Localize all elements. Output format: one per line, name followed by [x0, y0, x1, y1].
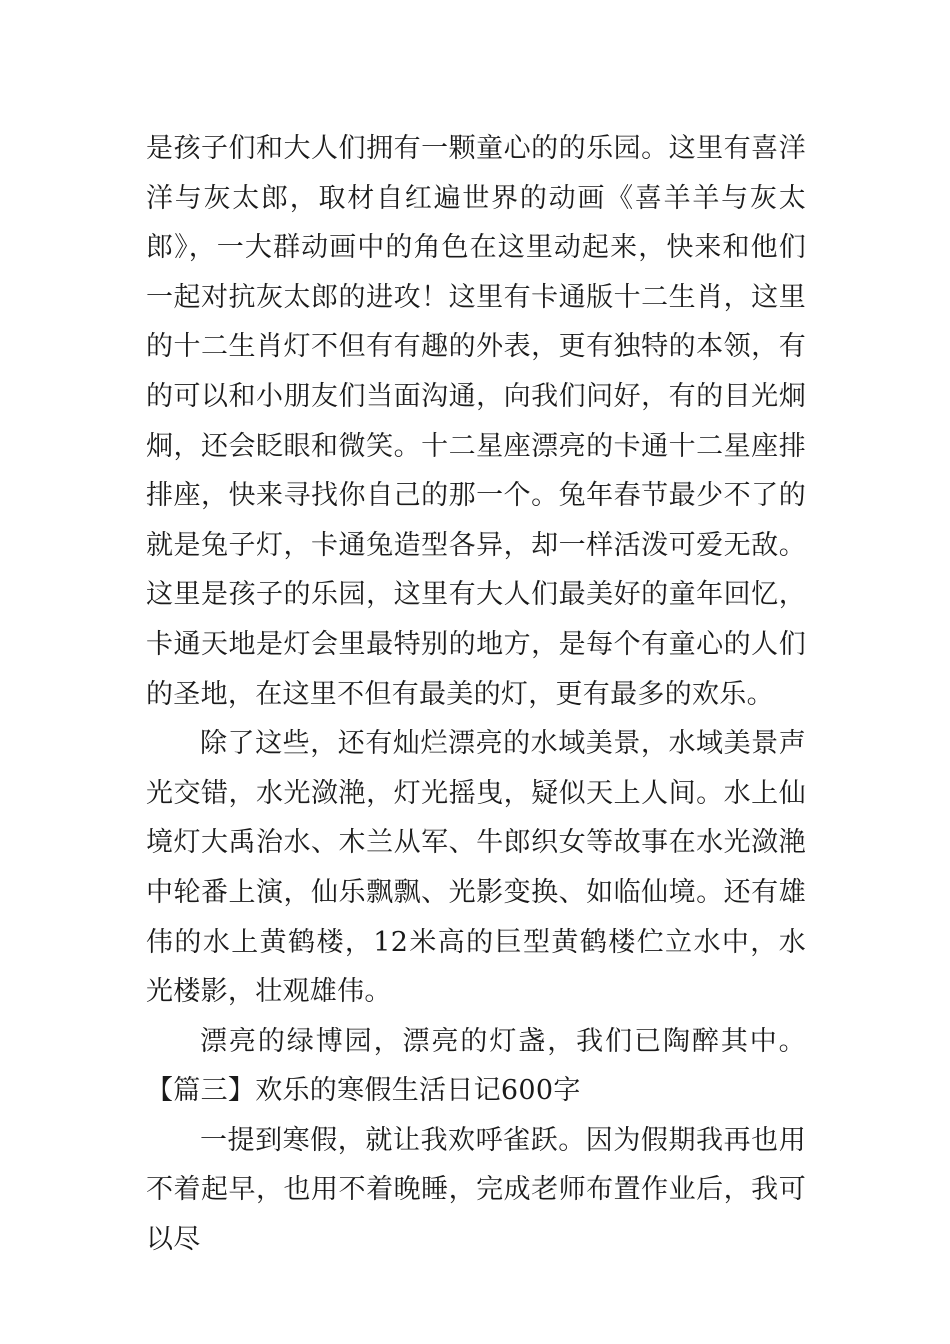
body-text	[146, 124, 806, 1265]
paragraph-4: 一提到寒假，就让我欢呼雀跃。因为假期我再也用不着起早，也用不着晚睡，完成老师布置作业后，我可以尽	[146, 1124, 806, 1256]
paragraph-2: 除了这些，还有灿烂漂亮的水域美景，水域美景声光交错，水光潋滟，灯光摇曳，疑似天上人间。水上仙境灯大禹治水、木兰从军、牛郎织女等故事在水光潋滟中轮番上演，仙乐飘飘、光影变换、如临仙境。还有雄伟的水上黄鹤楼，12米高的巨型黄鹤楼伫立水中，水光楼影，壮观雄伟。	[146, 728, 806, 1008]
paragraph-3: 漂亮的绿博园，漂亮的灯盏，我们已陶醉其中。【篇三】欢乐的寒假生活日记600字	[146, 1025, 806, 1107]
paragraph-1: 是孩子们和大人们拥有一颗童心的的乐园。这里有喜洋洋与灰太郎，取材自红遍世界的动画《喜羊羊与灰太郎》，一大群动画中的角色在这里动起来，快来和他们一起对抗灰太郎的进攻！这里有卡通版十二生肖，这里的十二生肖灯不但有有趣的外表，更有独特的本领，有的可以和小朋友们当面沟通，向我们问好，有的目光炯炯，还会眨眼和微笑。十二星座漂亮的卡通十二星座排排座，快来寻找你自己的那一个。兔年春节最少不了的就是兔子灯，卡通兔造型各异，却一样活泼可爱无敌。这里是孩子的乐园，这里有大人们最美好的童年回忆，卡通天地是灯会里最特别的地方，是每个有童心的人们的圣地，在这里不但有最美的灯，更有最多的欢乐。	[146, 133, 806, 710]
